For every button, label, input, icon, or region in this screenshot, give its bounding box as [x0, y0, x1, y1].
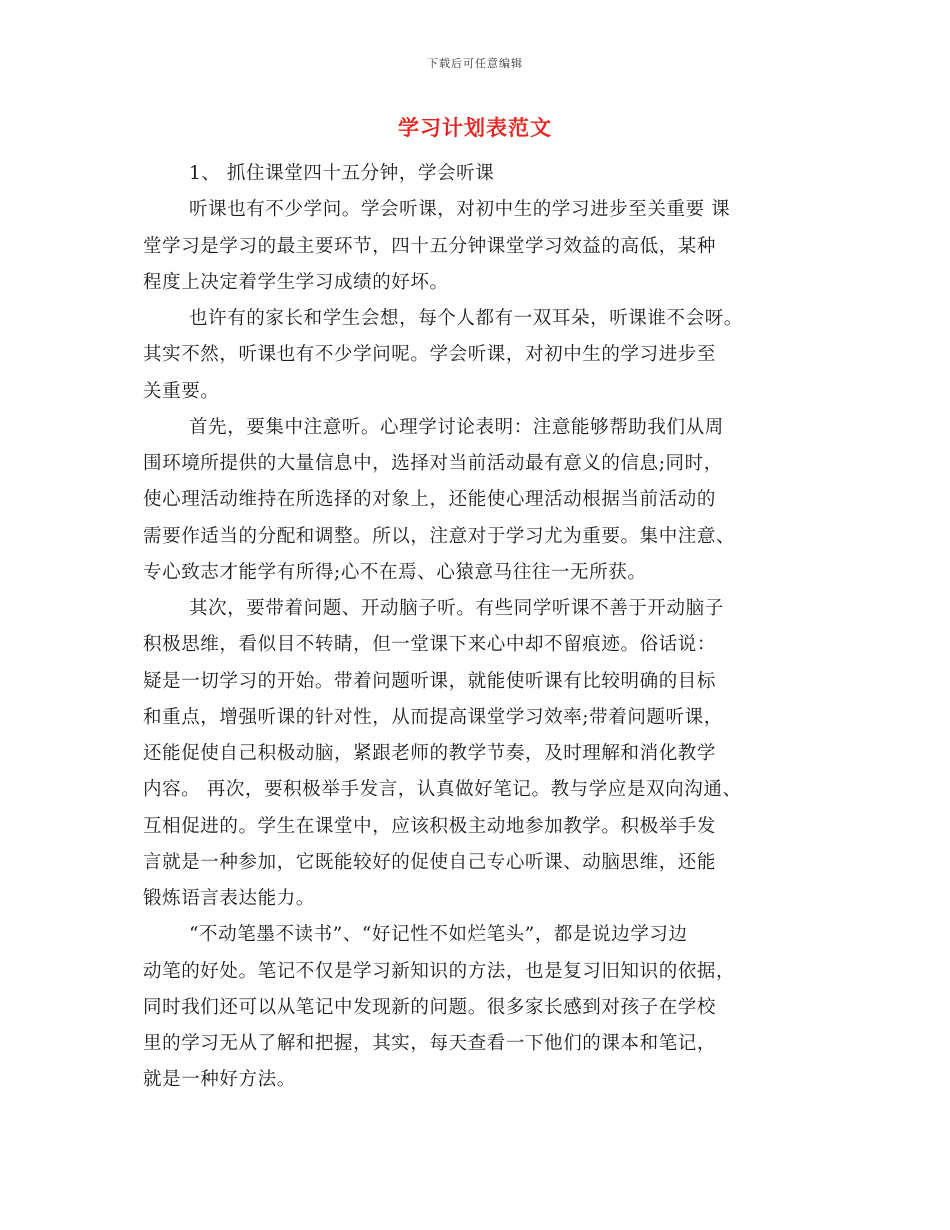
text-line: 程度上决定着学生学习成绩的好坏。: [143, 271, 449, 293]
text-line: 听课也有不少学问。学会听课，对初中生的学习进步至关重要 课: [189, 199, 731, 221]
text-line: 也许有的家长和学生会想，每个人都有一双耳朵，听课谁不会呀。: [189, 308, 743, 329]
text-line: 互相促进的。学生在课堂中，应该积极主动地参加教学。积极举手发: [143, 815, 717, 837]
text-line: 其实不然，听课也有不少学问呢。学会听课，对初中生的学习进步至: [143, 344, 717, 366]
text-line: 关重要。: [143, 380, 220, 402]
text-line: 专心致志才能学有所得;心不在焉、心猿意马往往一无所获。: [143, 561, 647, 583]
text-line: 还能促使自己积极动脑，紧跟老师的教学节奏，及时理解和消化教学: [143, 743, 717, 764]
text-line: “不动笔墨不读书”、“好记性不如烂笔头”，都是说边学习边: [189, 924, 688, 946]
document-body: [143, 156, 823, 1099]
text-line: 就是一种好方法。: [143, 1069, 296, 1091]
text-line: 动笔的好处。笔记不仅是学习新知识的方法，也是复习旧知识的依据，: [143, 960, 736, 982]
text-line: 锻炼语言表达能力。: [143, 888, 315, 909]
text-line: 内容。 再次，要积极举手发言，认真做好笔记。教与学应是双向沟通、: [143, 779, 742, 801]
text-line: 堂学习是学习的最主要环节，四十五分钟课堂学习效益的高低，某种: [143, 235, 717, 257]
text-line: 同时我们还可以从笔记中发现新的问题。很多家长感到对孩子在学校: [143, 996, 717, 1018]
text-line: 首先，要集中注意听。心理学讨论表明：注意能够帮助我们从周: [189, 416, 724, 438]
text-line: 里的学习无从了解和把握，其实，每天查看一下他们的课本和笔记，: [143, 1033, 717, 1054]
text-line: 和重点，增强听课的针对性，从而提高课堂学习效率;带着问题听课，: [143, 706, 723, 728]
text-line: 围环境所提供的大量信息中，选择对当前活动最有意义的信息;同时，: [143, 453, 723, 474]
document-title: 学习计划表范文: [398, 115, 552, 140]
text-line: 积极思维，看似目不转睛，但一堂课下来心中却不留痕迹。俗话说：: [143, 634, 717, 656]
text-line: 1、 抓住课堂四十五分钟，学会听课: [189, 163, 495, 184]
header-note: 下载后可任意编辑: [427, 57, 523, 70]
text-line: 言就是一种参加，它既能较好的促使自己专心听课、动脑思维，还能: [143, 851, 717, 873]
text-line: 需要作适当的分配和调整。所以，注意对于学习尤为重要。集中注意、: [143, 525, 736, 547]
text-line: 使心理活动维持在所选择的对象上，还能使心理活动根据当前活动的: [143, 489, 717, 511]
text-line: 其次，要带着问题、开动脑子听。有些同学听课不善于开动脑子: [189, 598, 724, 619]
text-line: 疑是一切学习的开始。带着问题听课，就能使听课有比较明确的目标: [143, 670, 717, 692]
